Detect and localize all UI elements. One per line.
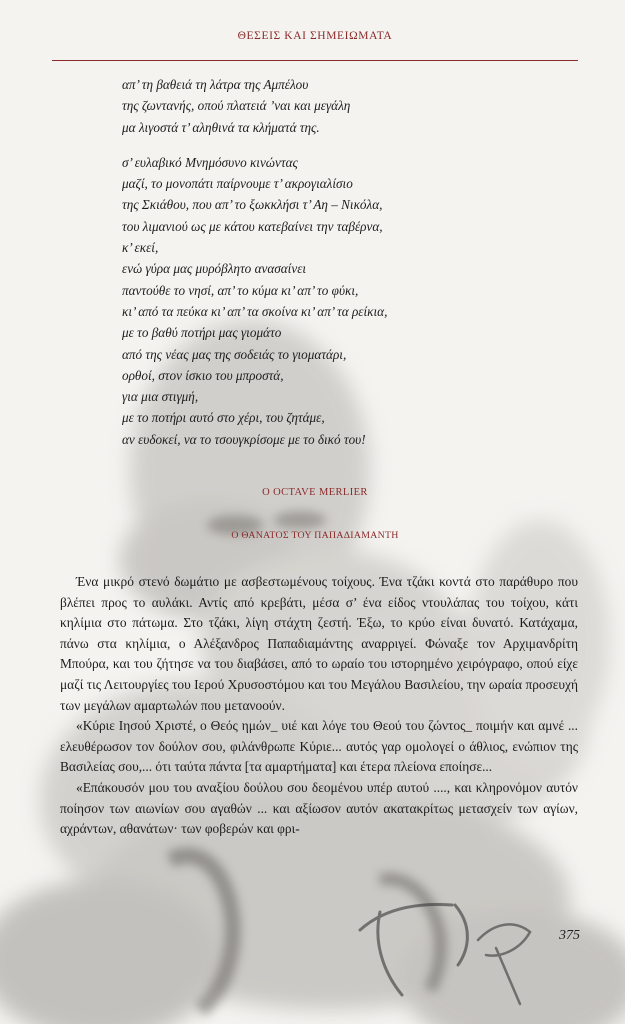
poem-line: σ’ ευλαβικό Μνημόσυνο κινώντας: [122, 154, 298, 170]
poem-line: ενώ γύρα μας μυρόβλητο ανασαίνει: [122, 261, 307, 277]
poem-line: με το βαθύ ποτήρι μας γιομάτο: [122, 325, 282, 341]
running-header: ΘΕΣΕΙΣ ΚΑΙ ΣΗΜΕΙΩΜΑΤΑ: [237, 30, 393, 42]
header-rule: [52, 60, 578, 61]
poem-line: κι’ από τα πεύκα κι’ απ’ τα σκοίνα κι’ απ’ τα ρείκια,: [122, 303, 388, 319]
poem-stanza: [122, 152, 562, 450]
poem-line: απ’ τη βαθειά τη λάτρα της Αμπέλου: [122, 77, 309, 92]
paragraph: «Κύριε Ιησού Χριστέ, ο Θεός ημών_ υιέ και λόγε του Θεού του ζώντος_ ποιμήν και αμνέ ... ελευθέρωσον τον δούλον σου, φιλάνθρωπε Κύριε... αυτός γαρ ομολογεί ο άθλιος, ενώπιον της Βασιλείας σου,... ότι ταύτα πάντα [τα αμαρτήματα] και έτερα πλείονα εποίησε...: [60, 718, 578, 775]
author-name: Ο OCTAVE MERLIER: [262, 487, 368, 498]
poem-line: κ’ εκεί,: [122, 240, 159, 256]
poem-line: ορθοί, στον ίσκιο του μπροστά,: [122, 367, 284, 383]
paragraph: Ένα μικρό στενό δωμάτιο με ασβεστωμένους τοίχους. Ένα τζάκι κοντά στο παράθυρο που βλέπει προς το αυλάκι. Αντίς από κρεβάτι, μέσα σ’ ένα είδος ντουλάπας του τοίχου, κάτι κηλίμια στο πάτωμα. Στο τζάκι, λίγη στάχτη ζεστή. Έξω, το κρύο είναι δυνατό. Κατάχαμα, πάνω στα κηλίμια, ο Αλέξανδρος Παπαδιαμάντης αναρριγεί. Φώναξε τον Αρχιμανδρίτη Μπούρα, και του ζήτησε να του διαβάσει, από το ωραίο του ιστορημένο χειρόγραφο, οπού είχε μαζί τις Λειτουργίες του Ιερού Χρυσοστόμου και του Μεγάλου Βασιλείου, την ωραία προσευχή των μεγάλων αμαρτωλών που μετανοούν.: [60, 574, 578, 713]
poem-line: αν ευδοκεί, να το τσουγκρίσομε με το δικό του!: [122, 431, 366, 447]
page-number: 375: [559, 928, 580, 943]
poem-line: για μια στιγμή,: [122, 389, 199, 405]
poem-line: της ζωντανής, οπού πλατειά ’ναι και μεγάλη: [122, 98, 351, 114]
poem-line: μαζί, το μονοπάτι παίρνουμε τ’ ακρογιαλίσιο: [122, 176, 353, 192]
paragraph: «Επάκουσόν μου του αναξίου δούλου σου δεομένου υπέρ αυτού ...., και κληρονόμον αυτόν ποίησον των αιωνίων σου αγαθών ... και αξίωσον αυτόν ακατακρίτως μετασχείν των αγίων, αχράντων, αθανάτων· των φοβερών και φρι-: [60, 779, 578, 837]
poem-line: του λιμανιού ως με κάτου κατεβαίνει την ταβέρνα,: [122, 218, 383, 234]
poem-stanza: [122, 74, 562, 138]
prose-body: [60, 572, 578, 840]
poem-line: παντούθε το νησί, απ’ το κύμα κι’ απ’ το φύκι,: [122, 282, 359, 298]
poem-line: με το ποτήρι αυτό στο χέρι, του ζητάμε,: [122, 410, 325, 426]
poem-line: από της νέας μας της σοδειάς το γιοματάρι,: [122, 346, 347, 362]
poem-line: μα λιγοστά τ’ αληθινά τα κλήματά της.: [122, 119, 320, 135]
poem-line: της Σκιάθου, που απ’ το ξωκκλήσι τ’ Αη – Νικόλα,: [122, 197, 383, 213]
section-title: Ο ΘΑΝΑΤΟΣ ΤΟΥ ΠΑΠΑΔΙΑΜΑΝΤΗ: [231, 530, 399, 541]
poem: [122, 74, 562, 464]
